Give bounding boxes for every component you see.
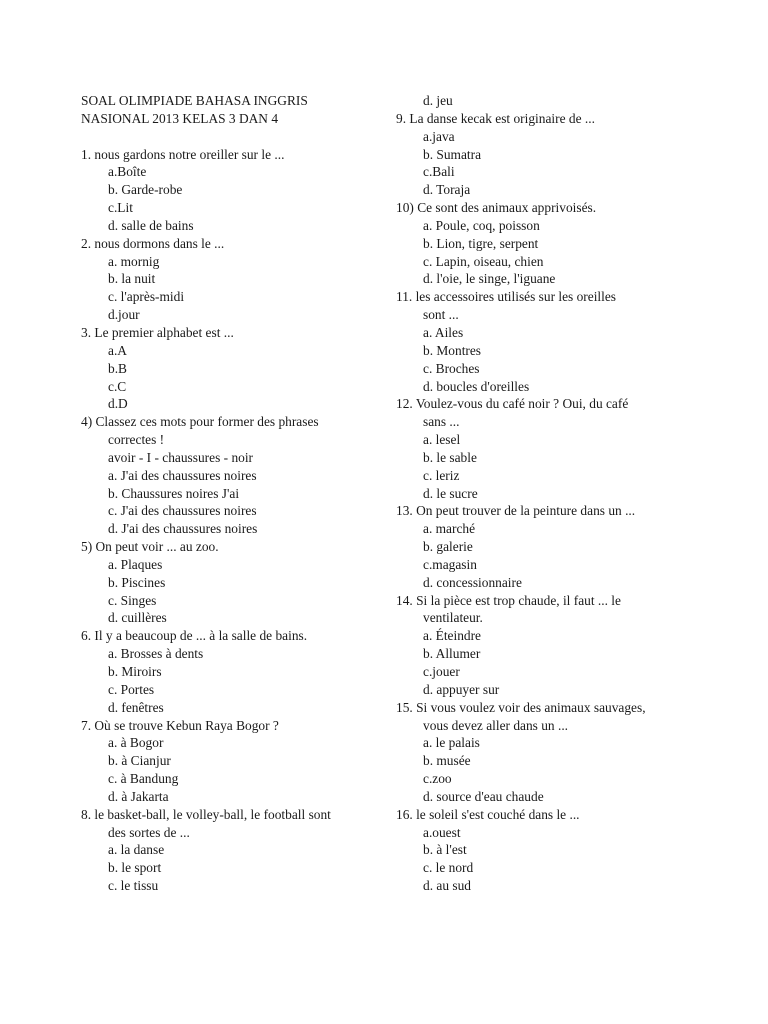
q10-option-d: d. l'oie, le singe, l'iguane xyxy=(423,271,556,287)
question-7: 7. Où se trouve Kebun Raya Bogor ? xyxy=(81,717,279,733)
q16-option-a: a.ouest xyxy=(423,824,461,840)
question-4: 4) Classez ces mots pour former des phrases xyxy=(81,414,319,430)
q4-option-c: c. J'ai des chaussures noires xyxy=(108,503,257,519)
q12-option-a: a. lesel xyxy=(423,432,461,448)
q11-option-d: d. boucles d'oreilles xyxy=(423,378,530,394)
q12-continuation: sans ... xyxy=(423,414,460,430)
question-6: 6. Il y a beaucoup de ... à la salle de bains. xyxy=(81,628,308,644)
q1-option-d: d. salle de bains xyxy=(108,217,194,233)
q12-option-c: c. leriz xyxy=(423,467,460,483)
q8-continuation: des sortes de ... xyxy=(108,824,190,840)
question-13: 13. On peut trouver de la peinture dans un ... xyxy=(396,503,636,519)
q7-option-d: d. à Jakarta xyxy=(108,788,169,804)
spacer xyxy=(81,128,381,146)
q9-option-a: a.java xyxy=(423,128,455,144)
question-16: 16. le soleil s'est couché dans le ... xyxy=(396,806,580,822)
q16-option-b: b. à l'est xyxy=(423,842,467,858)
q7-option-b: b. à Cianjur xyxy=(108,753,171,769)
q6-option-d: d. fenêtres xyxy=(108,699,164,715)
q10-option-c: c. Lapin, oiseau, chien xyxy=(423,253,544,269)
q3-option-a: a.A xyxy=(108,342,127,358)
q11-option-c: c. Broches xyxy=(423,360,480,376)
q10-option-a: a. Poule, coq, poisson xyxy=(423,217,540,233)
q12-option-b: b. le sable xyxy=(423,449,477,465)
question-10: 10) Ce sont des animaux apprivoisés. xyxy=(396,200,597,216)
question-3: 3. Le premier alphabet est ... xyxy=(81,324,234,340)
q10-option-b: b. Lion, tigre, serpent xyxy=(423,235,539,251)
q3-option-d: d.D xyxy=(108,396,128,412)
q13-option-d: d. concessionnaire xyxy=(423,574,522,590)
question-2: 2. nous dormons dans le ... xyxy=(81,235,225,251)
q16-option-c: c. le nord xyxy=(423,860,474,876)
q8-option-b: b. le sport xyxy=(108,860,162,876)
question-1: 1. nous gardons notre oreiller sur le ... xyxy=(81,146,285,162)
q5-option-d: d. cuillères xyxy=(108,610,167,626)
q14-continuation: ventilateur. xyxy=(423,610,483,626)
left-column xyxy=(81,92,381,895)
q3-option-b: b.B xyxy=(108,360,127,376)
q8-option-a: a. la danse xyxy=(108,842,165,858)
question-12: 12. Voulez-vous du café noir ? Oui, du café xyxy=(396,396,629,412)
q6-option-c: c. Portes xyxy=(108,681,155,697)
q4-words: avoir - I - chaussures - noir xyxy=(108,449,254,465)
q4-continuation: correctes ! xyxy=(108,432,165,448)
question-5: 5) On peut voir ... au zoo. xyxy=(81,539,219,555)
q13-option-a: a. marché xyxy=(423,521,476,537)
q2-option-c: c. l'après-midi xyxy=(108,289,185,305)
q6-option-b: b. Miroirs xyxy=(108,664,162,679)
q14-option-a: a. Éteindre xyxy=(423,628,481,644)
q12-option-d: d. le sucre xyxy=(423,485,478,501)
q5-option-b: b. Piscines xyxy=(108,574,166,590)
q15-option-d: d. source d'eau chaude xyxy=(423,788,544,804)
q15-option-b: b. musée xyxy=(423,753,471,769)
right-column xyxy=(396,92,696,895)
q1-option-c: c.Lit xyxy=(108,200,133,216)
question-9: 9. La danse kecak est originaire de ... xyxy=(396,110,595,126)
question-14: 14. Si la pièce est trop chaude, il faut ... le xyxy=(396,592,621,608)
q11-option-b: b. Montres xyxy=(423,342,482,358)
q11-option-a: a. Ailes xyxy=(423,324,464,340)
q4-option-d: d. J'ai des chaussures noires xyxy=(108,521,258,537)
q13-option-b: b. galerie xyxy=(423,539,473,555)
q13-option-c: c.magasin xyxy=(423,556,477,572)
q1-option-b: b. Garde-robe xyxy=(108,182,183,198)
q7-option-c: c. à Bandung xyxy=(108,771,179,787)
q9-option-c: c.Bali xyxy=(423,164,455,180)
q2-option-d: d.jour xyxy=(108,307,140,323)
q4-option-b: b. Chaussures noires J'ai xyxy=(108,485,240,501)
q2-option-b: b. la nuit xyxy=(108,271,156,287)
q14-option-b: b. Allumer xyxy=(423,646,481,662)
q14-option-d: d. appuyer sur xyxy=(423,681,500,697)
q9-option-b: b. Sumatra xyxy=(423,146,482,162)
question-8: 8. le basket-ball, le volley-ball, le football sont xyxy=(81,806,331,822)
q14-option-c: c.jouer xyxy=(423,664,460,679)
q16-option-d: d. au sud xyxy=(423,878,471,894)
title-line-2: NASIONAL 2013 KELAS 3 DAN 4 xyxy=(81,110,279,126)
q2-option-a: a. mornig xyxy=(108,253,160,269)
title-line-1: SOAL OLIMPIADE BAHASA INGGRIS xyxy=(81,93,308,108)
q15-option-c: c.zoo xyxy=(423,771,452,787)
q6-option-a: a. Brosses à dents xyxy=(108,646,204,662)
question-11: 11. les accessoires utilisés sur les oreilles xyxy=(396,289,617,305)
q7-option-a: a. à Bogor xyxy=(108,735,164,751)
q4-option-a: a. J'ai des chaussures noires xyxy=(108,467,257,483)
question-15: 15. Si vous voulez voir des animaux sauvages, xyxy=(396,699,646,715)
q8-option-d: d. jeu xyxy=(423,93,453,108)
q1-option-a: a.Boîte xyxy=(108,164,147,180)
q11-continuation: sont ... xyxy=(423,307,459,323)
q8-option-c: c. le tissu xyxy=(108,878,159,894)
q15-continuation: vous devez aller dans un ... xyxy=(423,717,569,733)
q9-option-d: d. Toraja xyxy=(423,182,471,198)
q5-option-c: c. Singes xyxy=(108,592,157,608)
q5-option-a: a. Plaques xyxy=(108,556,163,572)
q3-option-c: c.C xyxy=(108,378,127,394)
q15-option-a: a. le palais xyxy=(423,735,480,751)
